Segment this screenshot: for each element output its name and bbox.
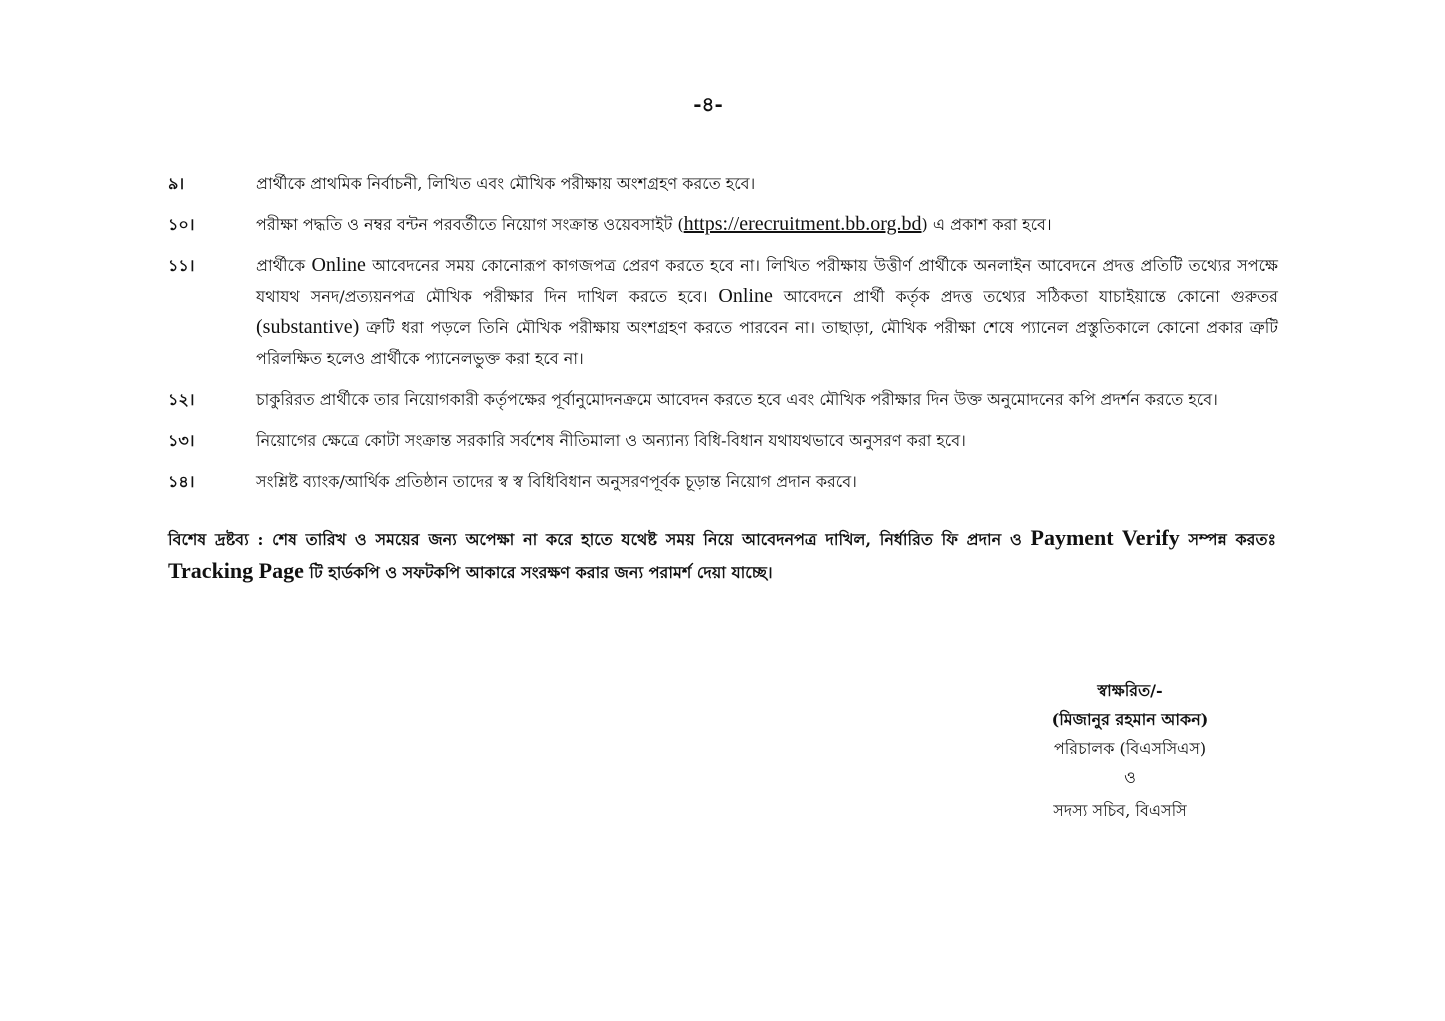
list-item-9 <box>168 168 1278 199</box>
item-text <box>256 250 1278 374</box>
item-number: ১০। <box>168 215 195 234</box>
item-number: ১১। <box>168 256 195 275</box>
item-number: ১৩। <box>168 431 195 450</box>
item-text-part: প্রার্থীকে <box>256 256 312 275</box>
list-item-11 <box>168 250 1278 374</box>
list-item-12 <box>168 384 1278 415</box>
item-text <box>256 209 1278 240</box>
signatory-designation: পরিচালক (বিএসসিএস) <box>1053 739 1207 758</box>
item-text-part: আবেদনে প্রার্থী কর্তৃক প্রদত্ত তথ্যের সঠিকতা যাচাইয়ান্তে কোনো গুরুতর <box>772 287 1278 306</box>
note-text: বিশেষ দ্রষ্টব্য : শেষ তারিখ ও সময়ের জন্য অপেক্ষা না করে হাতে যথেষ্ট সময় নিয়ে আবেদনপত্র দাখিল, নির্ধারিত ফি প্রদান ও <box>168 530 1031 549</box>
item-text: সংশ্লিষ্ট ব্যাংক/আর্থিক প্রতিষ্ঠান তাদের স্ব স্ব বিধিবিধান অনুসরণপূর্বক চূড়ান্ত নিয়োগ প্রদান করবে। <box>256 472 857 491</box>
signature-block <box>1010 676 1250 825</box>
list-item-14 <box>168 466 1278 497</box>
page-number: -৪- <box>693 92 723 116</box>
instruction-list <box>168 168 1278 507</box>
note-text: সম্পন্ন করতঃ <box>1179 530 1276 549</box>
item-text-english: (substantive) <box>256 316 360 338</box>
item-text-part: আবেদনের সময় কোনোরূপ কাগজপত্র প্রেরণ করতে হবে না। লিখিত পরীক্ষায় উত্তীর্ণ প্রার্থীকে অনলাইন আবেদনে প্রদত্ত প্রতিটি তথ্যের সপক্ষে যথাযথ সনদ/প্রত্যয়নপত্র মৌখিক পরীক্ষার দিন দাখিল করতে হবে। <box>256 256 1278 306</box>
item-text-english: Online <box>718 285 773 307</box>
note-english: Payment Verify <box>1030 525 1180 550</box>
item-text-part: ত্রুটি ধরা পড়লে তিনি মৌখিক পরীক্ষায় অংশগ্রহণ করতে পারবেন না। তাছাড়া, মৌখিক পরীক্ষা শেষে প্যানেল প্রস্তুতিকালে কোনো প্রকার ত্রুটি পরিলক্ষিত হলেও প্রার্থীকে প্যানেলভুক্ত করা হবে না। <box>256 318 1278 368</box>
item-text-post: ) এ প্রকাশ করা হবে। <box>921 215 1052 234</box>
item-number: ১২। <box>168 390 195 409</box>
item-text-english: Online <box>311 254 366 276</box>
item-text: নিয়োগের ক্ষেত্রে কোটা সংক্রান্ত সরকারি সর্বশেষ নীতিমালা ও অন্যান্য বিধি-বিধান যথাযথভাবে অনুসরণ করা হবে। <box>256 431 966 450</box>
list-item-10 <box>168 209 1278 240</box>
note-text: টি হার্ডকপি ও সফটকপি আকারে সংরক্ষণ করার জন্য পরামর্শ দেয়া যাচ্ছে। <box>303 563 773 582</box>
signed-label: স্বাক্ষরিত/- <box>1097 681 1163 700</box>
special-note <box>168 522 1276 588</box>
recruitment-website-link[interactable]: https://erecruitment.bb.org.bd <box>683 213 922 235</box>
item-text-pre: পরীক্ষা পদ্ধতি ও নম্বর বন্টন পরবর্তীতে নিয়োগ সংক্রান্ত ওয়েবসাইট ( <box>256 215 684 234</box>
list-item-13 <box>168 425 1278 456</box>
note-english: Tracking Page <box>168 558 304 583</box>
signatory-name: (মিজানুর রহমান আকন) <box>1051 710 1209 729</box>
item-text: প্রার্থীকে প্রাথমিক নির্বাচনী, লিখিত এবং মৌখিক পরীক্ষায় অংশগ্রহণ করতে হবে। <box>256 174 756 193</box>
signatory-secretary: সদস্য সচিব, বিএসসি <box>1053 801 1187 820</box>
item-text: চাকুরিরত প্রার্থীকে তার নিয়োগকারী কর্তৃপক্ষের পূর্বানুমোদনক্রমে আবেদন করতে হবে এবং মৌখিক পরীক্ষার দিন উক্ত অনুমোদনের কপি প্রদর্শন করতে হবে। <box>256 390 1218 409</box>
conjunction: ও <box>1124 768 1136 787</box>
item-number: ৯। <box>168 174 185 193</box>
item-number: ১৪। <box>168 472 195 491</box>
